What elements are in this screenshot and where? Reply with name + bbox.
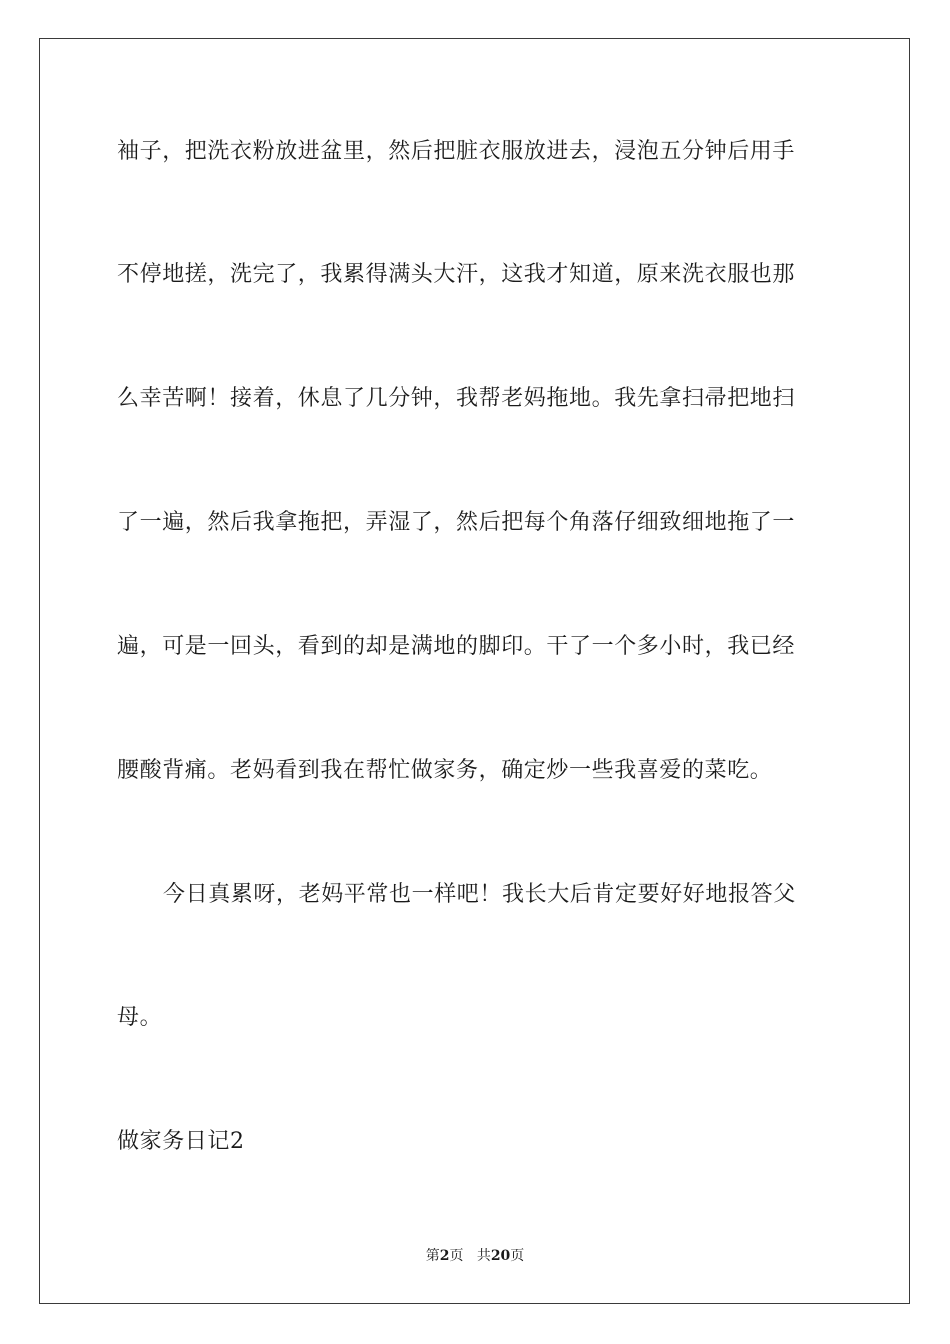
page-footer bbox=[0, 1247, 950, 1265]
section-heading: 做家务日记2 bbox=[117, 1129, 245, 1154]
footer-total-prefix: 共 bbox=[476, 1248, 491, 1264]
body-line-7: 今日真累呀，老妈平常也一样吧！我长大后肯定要好好地报答父 bbox=[163, 882, 796, 907]
footer-page-prefix: 第 bbox=[425, 1248, 440, 1264]
body-line-4: 了一遍，然后我拿拖把，弄湿了，然后把每个角落仔细致细地拖了一 bbox=[117, 510, 796, 535]
footer-page-suffix: 页 bbox=[449, 1248, 464, 1264]
body-line-1: 袖子，把洗衣粉放进盆里，然后把脏衣服放进去，浸泡五分钟后用手 bbox=[117, 139, 796, 164]
footer-total-suffix: 页 bbox=[510, 1248, 525, 1264]
body-line-3: 么幸苦啊！接着，休息了几分钟，我帮老妈拖地。我先拿扫帚把地扫 bbox=[117, 386, 796, 411]
body-line-6: 腰酸背痛。老妈看到我在帮忙做家务，确定炒一些我喜爱的菜吃。 bbox=[117, 758, 773, 783]
footer-total-pages: 20 bbox=[490, 1248, 511, 1264]
page-border bbox=[39, 38, 910, 1304]
body-line-2: 不停地搓，洗完了，我累得满头大汗，这我才知道，原来洗衣服也那 bbox=[117, 262, 796, 287]
body-line-8: 母。 bbox=[117, 1005, 163, 1030]
body-line-5: 遍，可是一回头，看到的却是满地的脚印。干了一个多小时，我已经 bbox=[117, 634, 796, 659]
footer-page-number: 2 bbox=[439, 1248, 450, 1264]
